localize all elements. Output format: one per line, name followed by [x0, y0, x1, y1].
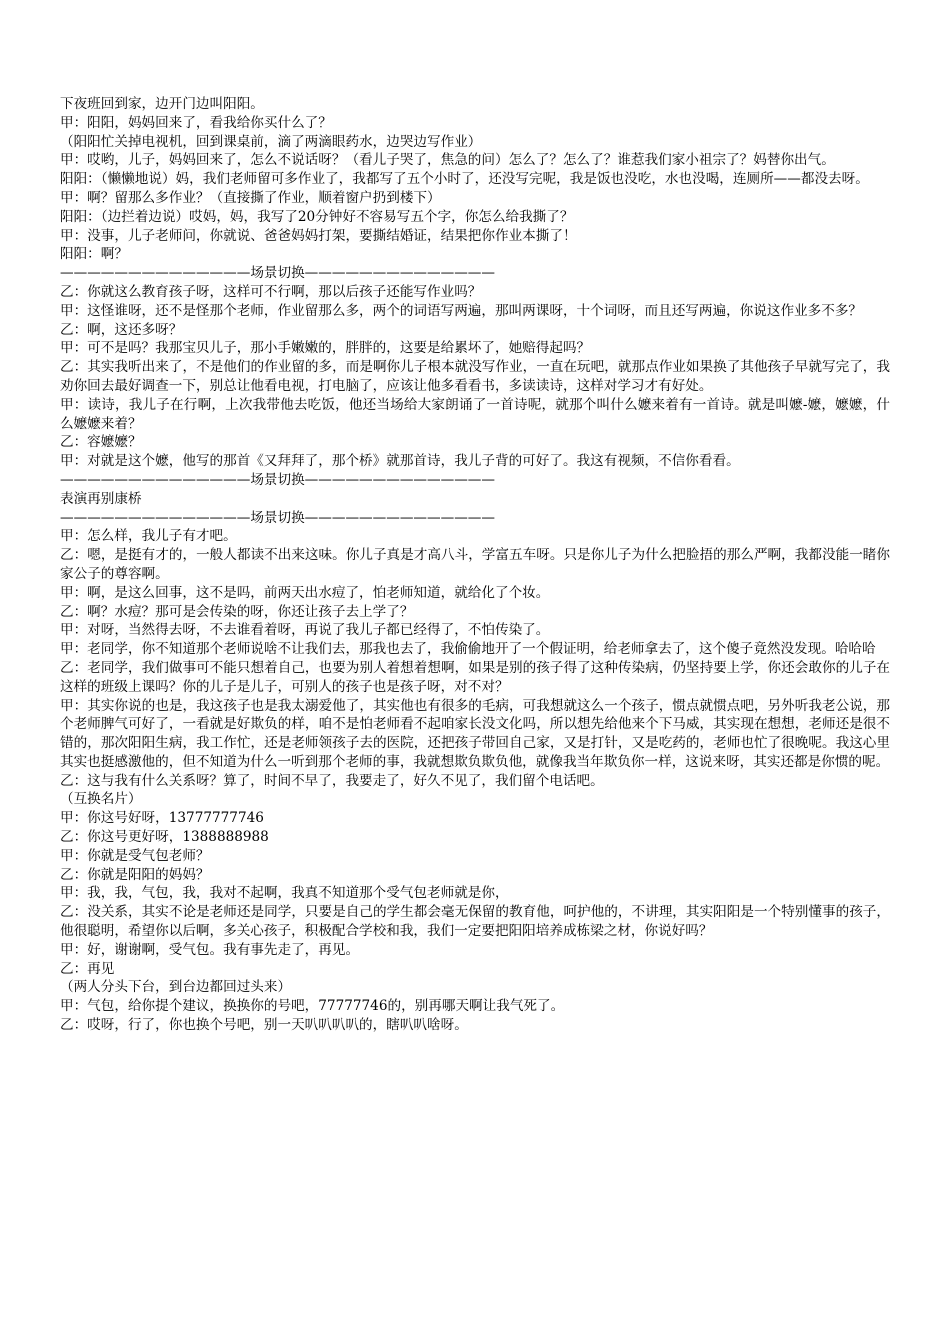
text-line: 甲：可不是吗？我那宝贝儿子，那小手嫩嫩的，胖胖的，这要是给累坏了，她赔得起吗？: [60, 340, 591, 357]
text-line: 乙：你这号更好呀，1388888988: [60, 829, 269, 846]
text-line: （互换名片）: [60, 791, 142, 808]
document-lines: [60, 95, 890, 1035]
text-line: 表演再别康桥: [60, 490, 142, 507]
text-line: 乙：哎呀，行了，你也换个号吧，别一天叭叭叭叭的，瞎叭叭啥呀。: [60, 1017, 468, 1034]
text-line: （阳阳忙关掉电视机，回到课桌前，滴了两滴眼药水，边哭边写作业）: [60, 133, 482, 150]
text-line: 甲：读诗，我儿子在行啊，上次我带他去吃饭，他还当场给大家朗诵了一首诗呢，就那个叫什么嬷来着有一首诗。就是叫嬷-嬷，嬷嬷，什么嬷嬷来着？: [60, 396, 890, 432]
text-line: 甲：阳阳，妈妈回来了，看我给你买什么了？: [60, 114, 332, 131]
text-line: 乙：你就是阳阳的妈妈？: [60, 866, 210, 883]
text-line: 阳阳：（懒懒地说）妈，我们老师留可多作业了，我都写了五个小时了，还没写完呢，我是饭也没吃，水也没喝，连厕所——都没去呀。: [60, 171, 869, 188]
text-line: 乙：其实我听出来了，不是他们的作业留的多，而是啊你儿子根本就没写作业，一直在玩吧，就那点作业如果换了其他孩子早就写完了，我劝你回去最好调查一下，别总让他看电视，打电脑了，应该让他多看看书，多读读诗，这样对学习才有好处。: [60, 359, 890, 394]
text-line: 甲：对呀，当然得去呀，不去谁看着呀，再说了我儿子都已经得了，不怕传染了。: [60, 622, 550, 639]
text-line: 甲：怎么样，我儿子有才吧。: [60, 528, 237, 545]
text-line: 甲：哎哟，儿子，妈妈回来了，怎么不说话呀？（看儿子哭了，焦急的问）怎么了？怎么了？谁惹我们家小祖宗了？妈替你出气。: [60, 152, 835, 169]
text-line: ——————————————场景切换——————————————: [60, 509, 495, 526]
text-line: 甲：这怪谁呀，还不是怪那个老师，作业留那么多，两个的词语写两遍，那叫两课呀，十个词呀，而且还写两遍，你说这作业多不多？: [60, 302, 863, 319]
text-line: 乙：容嬷嬷？: [60, 434, 142, 451]
text-line: ——————————————场景切换——————————————: [60, 471, 495, 488]
text-line: （两人分头下台，到台边都回过头来）: [60, 979, 292, 996]
text-line: 甲：啊？留那么多作业？（直接撕了作业，顺着窗户扔到楼下）: [60, 189, 441, 206]
text-line: 乙：这与我有什么关系呀？算了，时间不早了，我要走了，好久不见了，我们留个电话吧。: [60, 772, 604, 789]
text-line: 甲：气包，给你提个建议，换换你的号吧，77777746的，别再哪天啊让我气死了。: [60, 998, 565, 1015]
text-line: 乙：老同学，我们做事可不能只想着自己，也要为别人着想着想啊，如果是别的孩子得了这种传染病，仍坚持要上学，你还会敢你的儿子在这样的班级上课吗？你的儿子是儿子，可别人的孩子也是孩子呀，对不对？: [60, 659, 890, 695]
text-line: 阳阳：（边拦着边说）哎妈，妈，我写了20分钟好不容易写五个字，你怎么给我撕了？: [60, 208, 574, 225]
text-line: 乙：再见: [60, 960, 115, 977]
text-line: 甲：老同学，你不知道那个老师说啥不让我们去，那我也去了，我偷偷地开了一个假证明，给老师拿去了，这个傻子竟然没发现。哈哈哈: [60, 641, 876, 658]
text-line: 乙：啊？水痘？那可是会传染的呀，你还让孩子去上学了？: [60, 603, 414, 620]
text-line: 甲：我，我，气包，我，我对不起啊，我真不知道那个受气包老师就是你，: [60, 885, 509, 902]
text-line: 甲：对就是这个嬷，他写的那首《又拜拜了，那个桥》就那首诗，我儿子背的可好了。我这有视频，不信你看看。: [60, 453, 740, 470]
text-line: 下夜班回到家，边开门边叫阳阳。: [60, 96, 264, 112]
text-line: 甲：啊，是这么回事，这不是吗，前两天出水痘了，怕老师知道，就给化了个妆。: [60, 584, 550, 601]
text-line: 乙：嗯，是挺有才的，一般人都读不出来这味。你儿子真是才高八斗，学富五车呀。只是你儿子为什么把脸捂的那么严啊，我都没能一睹你家公子的尊容啊。: [60, 547, 890, 582]
text-line: ——————————————场景切换——————————————: [60, 265, 495, 282]
document-body: [60, 95, 890, 1035]
text-line: 甲：好，谢谢啊，受气包。我有事先走了，再见。: [60, 941, 360, 958]
text-line: 甲：没事，儿子老师问，你就说、爸爸妈妈打架，要撕结婚证，结果把你作业本撕了！: [60, 227, 577, 244]
text-line: 阳阳：啊？: [60, 246, 128, 263]
text-line: 乙：没关系，其实不论是老师还是同学，只要是自己的学生都会毫无保留的教育他，呵护他的，不讲理，其实阳阳是一个特别懂事的孩子，他很聪明，希望你以后啊，多关心孩子，积极配合学校和我，我们一定要把阳阳培养成栋梁之材，你说好吗？: [60, 904, 890, 940]
text-line: 甲：你就是受气包老师？: [60, 847, 210, 864]
text-line: 乙：你就这么教育孩子呀，这样可不行啊，那以后孩子还能写作业吗？: [60, 283, 482, 300]
text-line: 甲：其实你说的也是，我这孩子也是我太溺爱他了，其实他也有很多的毛病，可我想就这么一个孩子，惯点就惯点吧，另外听我老公说，那个老师脾气可好了，一看就是好欺负的样，咱不是怕老师看不起咱家长没文化吗，所以想先给他来个下马威，其实现在想想，老师还是很不错的，那次阳阳生病，我工作忙，还是老师领孩子去的医院，还把孩子带回自己家，又是打针，又是吃药的，老师也忙了很晚呢。我这心里其实也挺感激他的，但不知道为什么一听到那个老师的事，我就想欺负欺负他，就像我当年欺负你一样，这说来呀，其实还都是你惯的呢。: [60, 697, 890, 770]
text-line: 甲：你这号好呀，13777777746: [60, 810, 264, 827]
text-line: 乙：啊，这还多呀？: [60, 321, 183, 338]
